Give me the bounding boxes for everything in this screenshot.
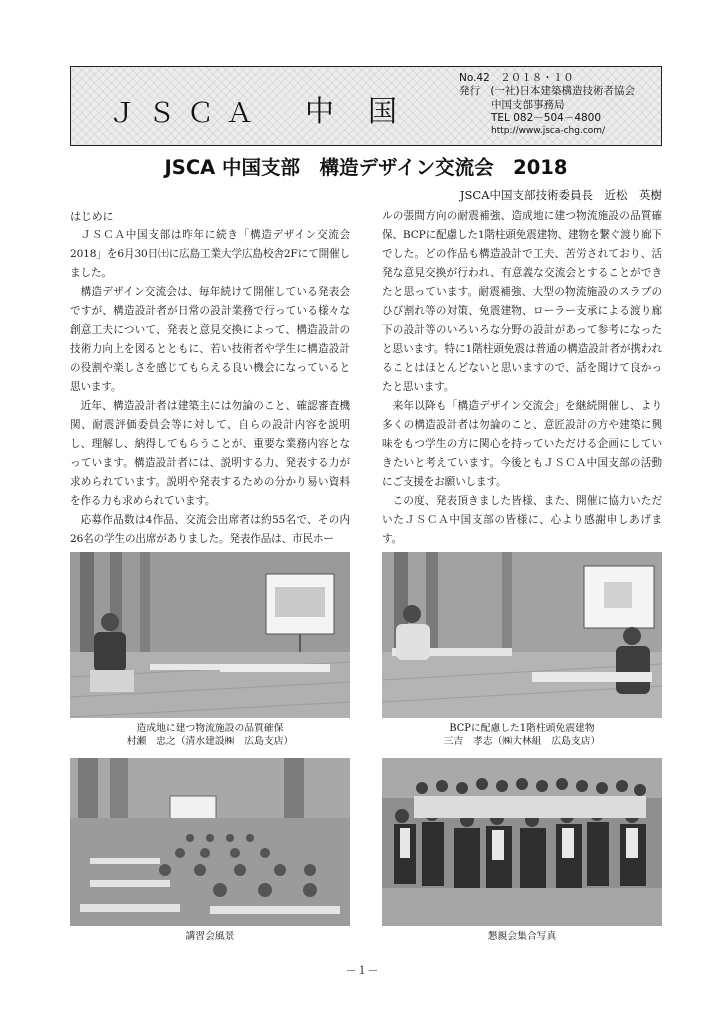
masthead (70, 66, 662, 146)
masthead-info (459, 72, 659, 138)
paragraph: この度、発表頂きました皆様、また、開催に協力いただいたＪＳＣＡ中国支部の皆様に、心より感謝申しあげます。 (382, 495, 662, 545)
paragraph: 来年以降も「構造デザイン交流会」を継続開催し、より多くの構造設計者は勿論のこと、意匠設計の方や建築に興味をもつ学生の方に関心を持っていただける企画にしていきたいと考えています。今後ともＪＳＣＡ中国支部の活動にご支援をお願いします。 (382, 400, 662, 488)
paragraph: 構造デザイン交流会は、毎年続けて開催している発表会ですが、構造設計者が日常の設計業務で行っている様々な創意工夫について、発表と意見交換によって、構造設計の技術力向上を図るとともに、若い技術者や学生に構造設計の役割や楽しさを感じてもらえる良い機会になっていると思います。 (70, 286, 350, 393)
photo-caption-2 (382, 722, 662, 748)
article-byline: JSCA中国支部技術委員長 近松 英樹 (459, 188, 662, 202)
photo-caption-3 (70, 930, 350, 943)
photo-group (382, 758, 662, 926)
masthead-region: 中国 (305, 94, 432, 128)
publisher-label: 発行 (459, 85, 480, 98)
issue-number: No.42 ２０１８・１０ (459, 72, 574, 84)
publisher-row (459, 85, 659, 98)
photo-caption-1 (70, 722, 350, 748)
caption-title: BCPに配慮した1階柱頭免震建物 (449, 723, 595, 734)
caption-title: 講習会風景 (185, 931, 235, 942)
caption-presenter: 村瀬 忠之（清水建設㈱ 広島支店） (126, 736, 294, 747)
caption-presenter: 三吉 孝志（㈱大林組 広島支店） (443, 736, 601, 747)
paragraph: 近年、構造設計者は建築主には勿論のこと、確認審査機関、耐震評価委員会等に対して、自らの設計内容を説明し、理解し、納得してもらうことが、重要な業務内容となっています。構造設計者には、説明する力、発表する力が求められています。説明や発表するための分かり易い資料を作る力も求められています。 (70, 400, 350, 507)
caption-title: 造成地に建つ物流施設の品質確保 (136, 723, 284, 734)
office-url: http://www.jsca-chg.com/ (491, 126, 606, 137)
masthead-name: ＪＳＣＡ (109, 98, 265, 129)
article-right-column (382, 207, 662, 549)
caption-title: 懇親会集合写真 (487, 931, 557, 942)
paragraph: ルの張間方向の耐震補強、造成地に建つ物流施設の品質確保、BCPに配慮した1階柱頭免震建物、建物を繋ぐ渡り廊下でした。どの作品も構造設計で工夫、苦労されており、活発な意見交換が行われ、有意義な交流会とすることができたと思っています。耐震補強、大型の物流施設のスラブのひび割れ等の対策、免震建物、ローラー支承による渡り廊下の設計等のいろいろな分野の設計があって参考になったと思います。特に1階柱頭免震は普通の構造設計者が携われることはほとんどないと思いますので、話を聞けて良かったと思います。 (382, 210, 663, 393)
photo-presentation-1 (70, 552, 350, 718)
photo-lecture-scene (70, 758, 350, 926)
paragraph: ＪＳＣＡ中国支部は昨年に続き「構造デザイン交流会2018」を6月30日㈯に広島工業大学広島校舎2Fにて開催しました。 (70, 229, 350, 279)
publisher-name: (一社)日本建築構造技術者協会 (490, 85, 636, 98)
photo-caption-4 (382, 930, 662, 943)
office-tel: TEL 082－504－4800 (491, 111, 602, 124)
section-heading: はじめに (70, 210, 114, 223)
article-left-column (70, 207, 350, 549)
photo-presentation-2 (382, 552, 662, 718)
office-name: 中国支部事務局 (491, 98, 565, 111)
paragraph: 応募作品数は4作品、交流会出席者は約55名で、その内26名の学生の出席がありました。発表作品は、市民ホー (70, 514, 350, 545)
article-title: JSCA 中国支部 構造デザイン交流会 2018 (164, 156, 568, 179)
page-number: －１－ (345, 964, 379, 977)
